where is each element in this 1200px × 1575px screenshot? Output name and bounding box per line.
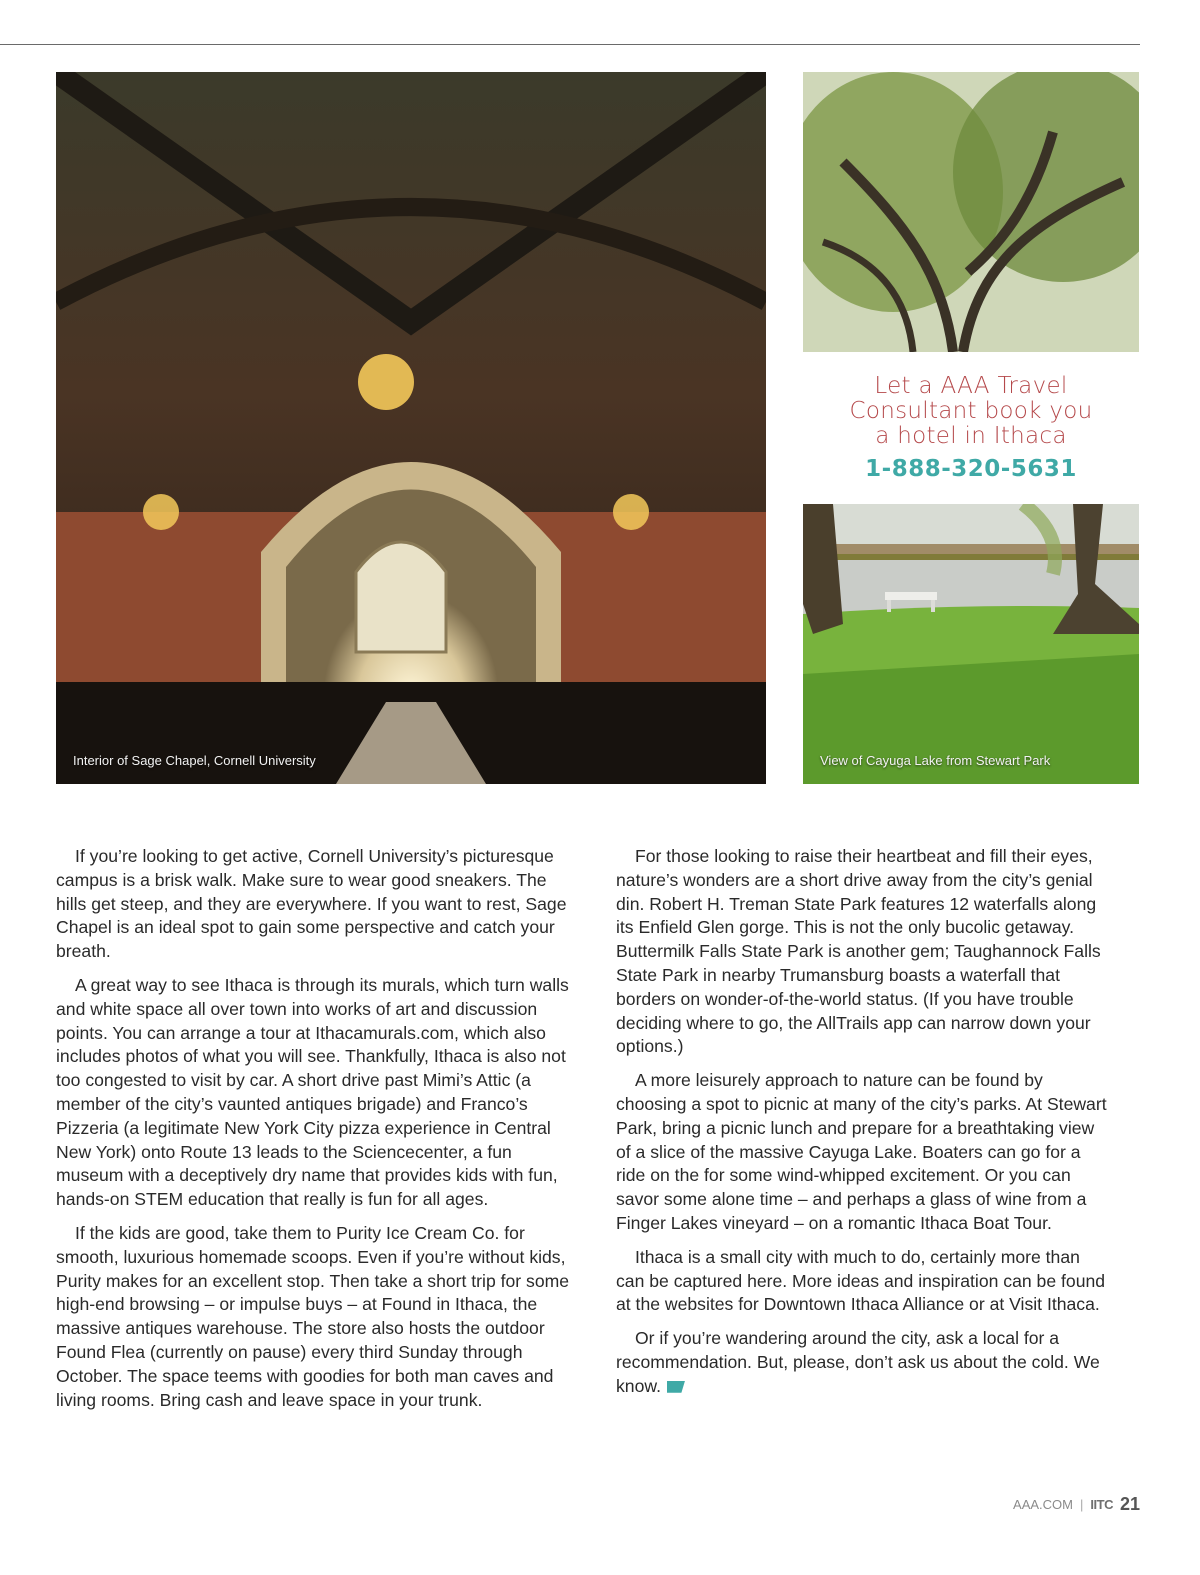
chapel-caption: Interior of Sage Chapel, Cornell University (73, 753, 316, 768)
article-paragraph: If you’re looking to get active, Cornell University’s picturesque campus is a brisk walk. Make sure to wear good sneakers. The hills get steep, and they are everywhere. If you want to rest, Sage Chapel is an ideal spot to gain some perspective and catch your breath. (56, 846, 567, 962)
article-column-right (616, 845, 1108, 1409)
lake-caption: View of Cayuga Lake from Stewart Park (820, 753, 1051, 768)
chapel-image (56, 72, 766, 784)
top-rule (0, 44, 1140, 45)
page-number: 21 (1119, 1494, 1140, 1514)
cayuga-lake-photo (803, 504, 1139, 784)
article-column-left (56, 845, 580, 1422)
article-paragraph: For those looking to raise their heartbeat and fill their eyes, nature’s wonders are a short drive away from the city’s genial din. Robert H. Treman State Park features 12 waterfalls along its Enfield Glen gorge. This is not the only bucolic getaway. Buttermilk Falls State Park is another gem; Taughannock Falls State Park in nearby Trumansburg boasts a waterfall that borders on wonder-of-the-world status. (If you have trouble deciding where to go, the AllTrails app can narrow down your options.) (616, 846, 1101, 1057)
footer-site: AAA.COM (1013, 1497, 1074, 1512)
article-paragraph: If the kids are good, take them to Purity Ice Cream Co. for smooth, luxurious homemade scoops. Even if you’re without kids, Purity makes for an excellent stop. Then take a short trip for some high-end browsing – or impulse buys – at Found in Ithaca, the massive antiques warehouse. The store also hosts the outdoor Found Flea (currently on pause) every third Sunday through October. The space teems with goodies for both man caves and living rooms. Bring cash and leave space in your trunk. (56, 1222, 570, 1410)
trees-image (803, 72, 1139, 352)
article-paragraph: Ithaca is a small city with much to do, certainly more than can be captured here. More ideas and inspiration can be found at the websites for Downtown Ithaca Alliance or at Visit Ithaca. (616, 1246, 1106, 1315)
willow-trees-photo (803, 72, 1139, 352)
promo-text: Let a AAA Travel Consultant book you a hotel in Ithaca (849, 373, 1093, 449)
page-footer (1013, 1494, 1140, 1515)
magazine-logo-icon: IITC (1090, 1497, 1113, 1512)
hotel-booking-promo (803, 374, 1139, 482)
promo-phone-number[interactable]: 1-888-320-5631 (865, 456, 1077, 482)
article-paragraph: A more leisurely approach to nature can be found by choosing a spot to picnic at many of the city’s parks. At Stewart Park, bring a picnic lunch and prepare for a breathtaking view of a slice of the massive Cayuga Lake. Boaters can go for a ride on the for some wind-whipped excitement. Or you can savor some alone time – and perhaps a glass of wine from a Finger Lakes vineyard – on a romantic Ithaca Boat Tour. (616, 1070, 1107, 1233)
end-of-article-icon (667, 1381, 685, 1393)
closing-text: Or if you’re wandering around the city, ask a local for a recommendation. But, please, don’t ask us about the cold. We know. (616, 1328, 1100, 1396)
sage-chapel-photo (56, 72, 766, 784)
article-paragraph: A great way to see Ithaca is through its murals, which turn walls and white space all over town into works of art and discussion points. You can arrange a tour at Ithacamurals.com, which also includes photos of what you will see. Thankfully, Ithaca is also not too congested to visit by car. A short drive past Mimi’s Attic (a member of the city’s vaunted antiques brigade) and Franco’s Pizzeria (a legitimate New York City pizza experience in Central New York) onto Route 13 leads to the Sciencecenter, a fun museum with a deceptively dry name that provides kids with fun, hands-on STEM education that really is fun for all ages. (56, 974, 569, 1210)
footer-separator: | (1080, 1497, 1084, 1512)
article-paragraph-last (616, 1327, 1108, 1398)
lake-image (803, 504, 1139, 784)
